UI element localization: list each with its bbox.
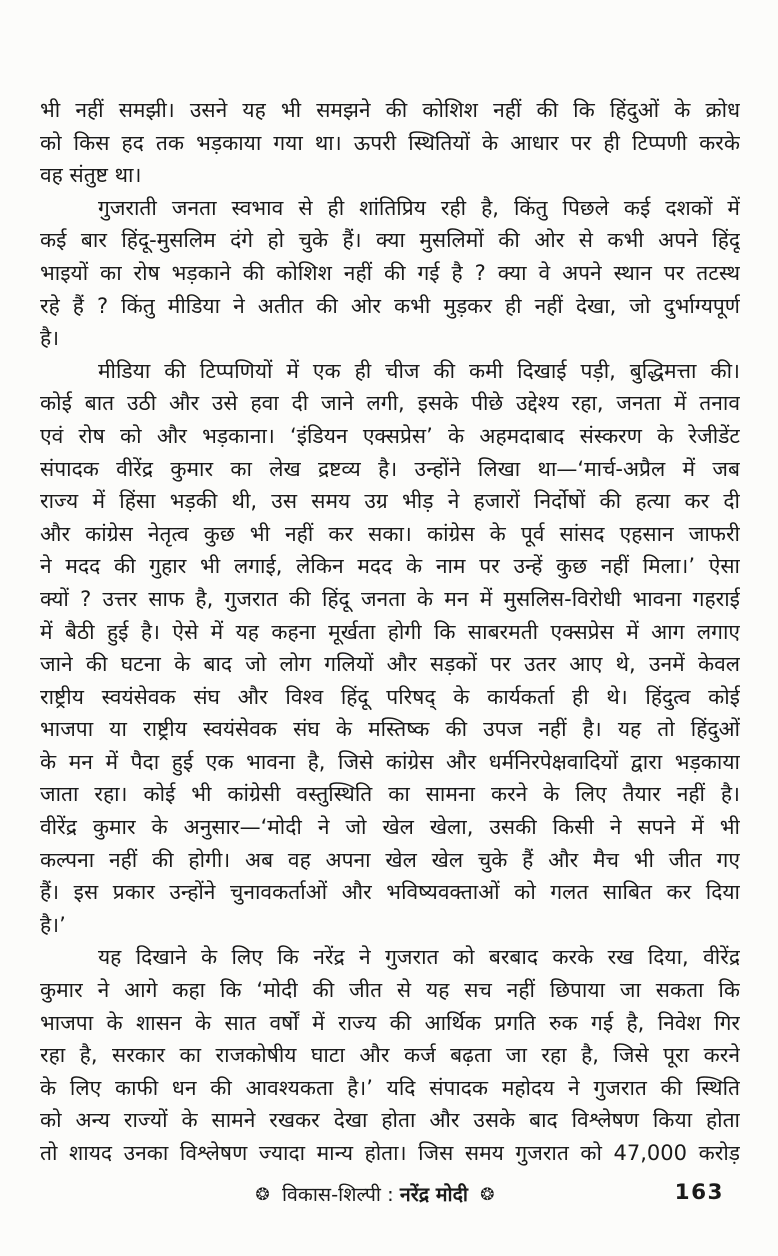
text-line: गुजराती जनता स्वभाव से ही शांतिप्रिय रही है, किंतु पिछले कई दशकों में bbox=[98, 195, 740, 220]
text-line: रहे हैं ? किंतु मीडिया ने अतीत की ओर कभी मुड़कर ही नहीं देखा, जो दुर्भाग्यपूर्ण bbox=[40, 293, 740, 318]
text-line: कल्पना नहीं की होगी। अब वह अपना खेल खेल चुके हैं और मैच भी जीत गए bbox=[40, 847, 740, 872]
text-line: जाने की घटना के बाद जो लोग गलियों और सड़कों पर उतर आए थे, उनमें केवल bbox=[40, 652, 740, 677]
text-line: भाजपा या राष्ट्रीय स्वयंसेवक संघ के मस्तिष्क की उपज नहीं है। यह तो हिंदुओं bbox=[40, 717, 740, 742]
text-line: राज्य में हिंसा भड़की थी, उस समय उग्र भीड़ ने हजारों निर्दोषों की हत्या कर दी bbox=[40, 489, 740, 514]
page-number: 163 bbox=[674, 1180, 724, 1205]
text-line: एवं रोष को और भड़काना। ‘इंडियन एक्सप्रेस’ के अहमदाबाद संस्करण के रेजीडेंट bbox=[40, 423, 740, 448]
footer-book-title bbox=[40, 1180, 710, 1207]
text-line: संपादक वीरेंद्र कुमार का लेख द्रष्टव्य है। उन्होंने लिखा था—‘मार्च-अप्रैल में जब bbox=[40, 456, 740, 481]
text-line: को किस हद तक भड़काया गया था। ऊपरी स्थितियों के आधार पर ही टिप्पणी करके bbox=[40, 130, 740, 155]
text-line: वह संतुष्ट था। bbox=[40, 163, 142, 188]
footer-title-text: विकास-शिल्पी : bbox=[282, 1183, 394, 1206]
text-line: वीरेंद्र कुमार के अनुसार—‘मोदी ने जो खेल खेला, उसकी किसी ने सपने में भी bbox=[40, 815, 740, 840]
text-line: कोई बात उठी और उसे हवा दी जाने लगी, इसके पीछे उद्देश्य रहा, जनता में तनाव bbox=[40, 391, 740, 416]
text-line: हैं। इस प्रकार उन्होंने चुनावकर्ताओं और भविष्यवक्ताओं को गलत साबित कर दिया bbox=[40, 880, 740, 905]
text-line: रहा है, सरकार का राजकोषीय घाटा और कर्ज बढ़ता जा रहा है, जिसे पूरा करने bbox=[40, 1043, 740, 1068]
text-line: भी नहीं समझी। उसने यह भी समझने की कोशिश नहीं की कि हिंदुओं के क्रोध bbox=[40, 98, 740, 122]
text-line: में बैठी हुई है। ऐसे में यह कहना मूर्खता होगी कि साबरमती एक्सप्रेस में आग लगाए bbox=[40, 619, 740, 644]
ornament-icon: ❂ bbox=[255, 1185, 270, 1205]
text-line: कई बार हिंदू-मुसलिम दंगे हो चुके हैं। क्या मुसलिमों की ओर से कभी अपने हिंदू bbox=[40, 228, 740, 253]
text-line: भाजपा के शासन के सात वर्षों में राज्य की आर्थिक प्रगति रुक गई है, निवेश गिर bbox=[40, 1010, 740, 1035]
text-line: है।’ bbox=[40, 912, 66, 937]
text-line: के मन में पैदा हुई एक भावना है, जिसे कांग्रेस और धर्मनिरपेक्षवादियों द्वारा भड़काया bbox=[40, 749, 740, 774]
text-line: राष्ट्रीय स्वयंसेवक संघ और विश्व हिंदू परिषद् के कार्यकर्ता ही थे। हिंदुत्व कोई bbox=[40, 684, 740, 709]
text-line: मीडिया की टिप्पणियों में एक ही चीज की कमी दिखाई पड़ी, बुद्धिमत्ता की। bbox=[98, 358, 740, 383]
text-line: और कांग्रेस नेतृत्व कुछ भी नहीं कर सका। कांग्रेस के पूर्व सांसद एहसान जाफरी bbox=[40, 521, 740, 546]
footer-title-bold-text: नरेंद्र मोदी bbox=[399, 1183, 468, 1206]
text-line: ने मदद की गुहार भी लगाई, लेकिन मदद के नाम पर उन्हें कुछ नहीं मिला।’ ऐसा bbox=[40, 554, 740, 579]
text-line: भाइयों का रोष भड़काने की कोशिश नहीं की गई है ? क्या वे अपने स्थान पर तटस्थ bbox=[40, 260, 740, 285]
text-line: जाता रहा। कोई भी कांग्रेसी वस्तुस्थिति का सामना करने के लिए तैयार नहीं है। bbox=[40, 782, 740, 807]
text-line: तो शायद उनका विश्लेषण ज्यादा मान्य होता। जिस समय गुजरात को 47,000 करोड़ bbox=[40, 1141, 740, 1165]
text-line: को अन्य राज्यों के सामने रखकर देखा होता और उसके बाद विश्लेषण किया होता bbox=[40, 1108, 740, 1133]
page-body bbox=[40, 94, 740, 1170]
text-line: क्यों ? उत्तर साफ है, गुजरात की हिंदू जनता के मन में मुसलिस-विरोधी भावना गहराई bbox=[40, 586, 740, 611]
text-line: है। bbox=[40, 326, 60, 351]
ornament-icon: ❂ bbox=[480, 1185, 495, 1205]
page-footer bbox=[40, 1180, 740, 1212]
text-line: यह दिखाने के लिए कि नरेंद्र ने गुजरात को बरबाद करके रख दिया, वीरेंद्र bbox=[98, 945, 740, 970]
text-line: के लिए काफी धन की आवश्यकता है।’ यदि संपादक महोदय ने गुजरात की स्थिति bbox=[40, 1075, 740, 1100]
text-line: कुमार ने आगे कहा कि ‘मोदी की जीत से यह सच नहीं छिपाया जा सकता कि bbox=[40, 978, 740, 1003]
